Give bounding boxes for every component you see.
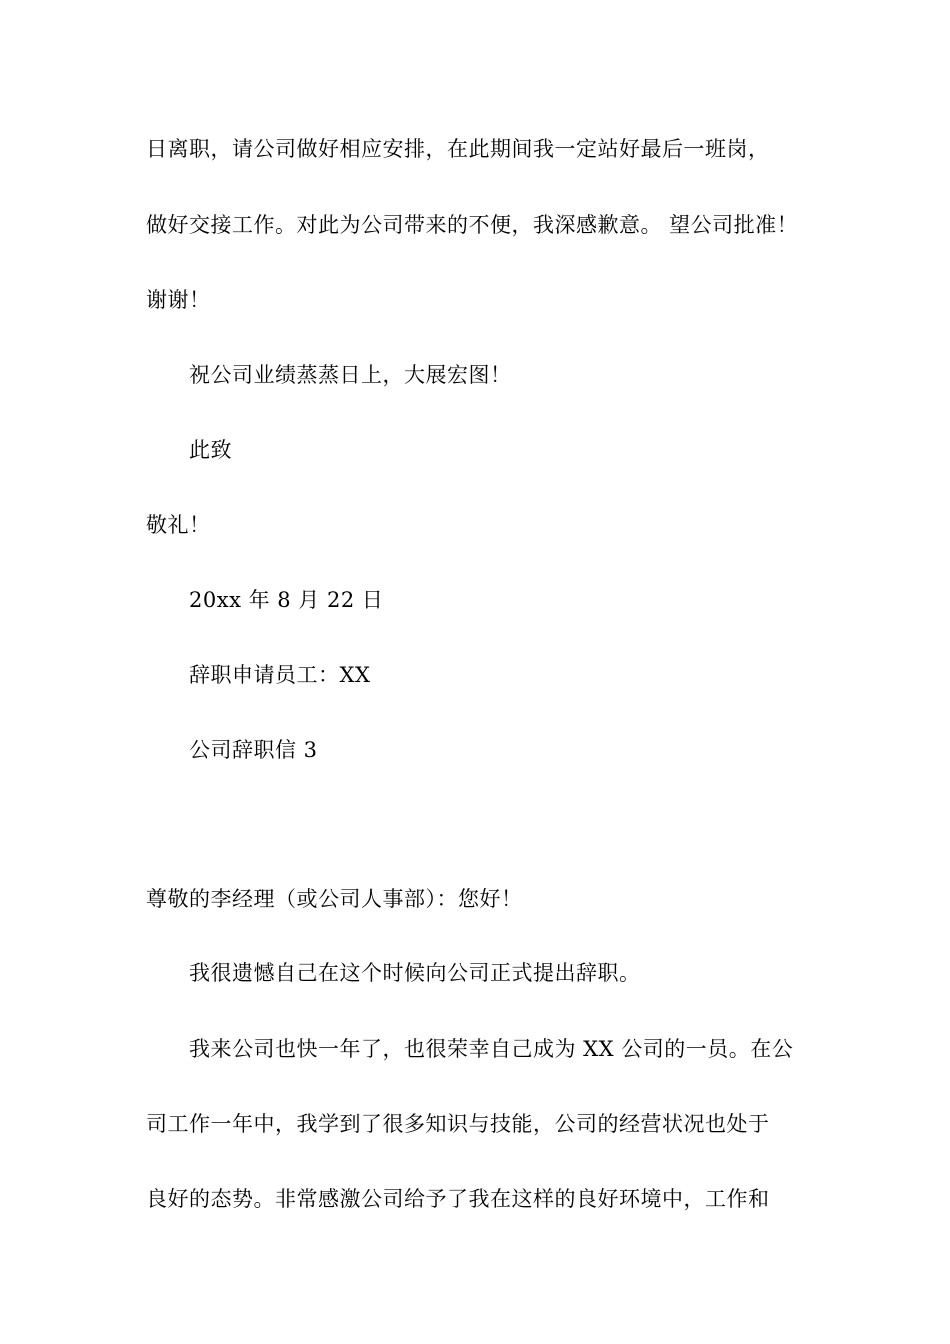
letter-date: 20xx 年 8 月 22 日 [189, 588, 384, 612]
paragraph-line: 日离职，请公司做好相应安排，在此期间我一定站好最后一班岗， [146, 137, 770, 161]
paragraph-line: 做好交接工作。对此为公司带来的不便，我深感歉意。 望公司批准！ [146, 213, 799, 237]
letter-greeting: 尊敬的李经理（或公司人事部）：您好！ [146, 887, 523, 911]
section-heading: 公司辞职信 3 [189, 738, 318, 762]
paragraph-line: 我来公司也快一年了，也很荣幸自己成为 XX 公司的一员。在公 [189, 1037, 794, 1061]
paragraph-line: 我很遗憾自己在这个时候向公司正式提出辞职。 [189, 961, 641, 985]
closing-salutation: 此致 [189, 438, 232, 462]
closing-regards: 敬礼！ [146, 513, 211, 537]
paragraph-line: 良好的态势。非常感激公司给予了我在这样的良好环境中，工作和 [146, 1187, 770, 1211]
letter-signature: 辞职申请员工：XX [189, 663, 371, 687]
paragraph-line: 司工作一年中，我学到了很多知识与技能，公司的经营状况也处于 [146, 1112, 770, 1136]
closing-thanks: 谢谢！ [146, 288, 211, 312]
closing-wish: 祝公司业绩蒸蒸日上，大展宏图！ [189, 363, 512, 387]
